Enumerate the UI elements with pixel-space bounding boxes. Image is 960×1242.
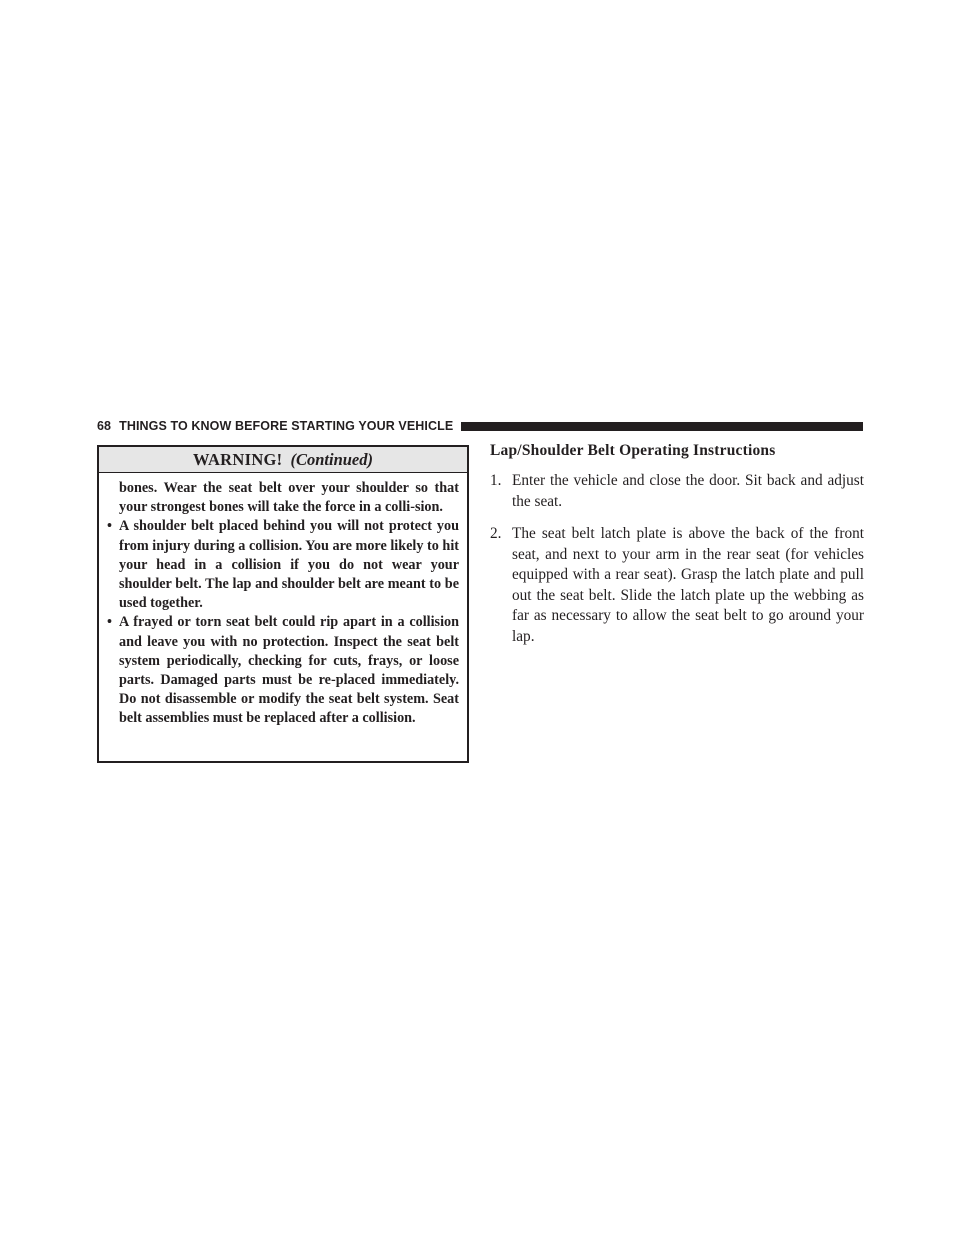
instruction-step [490, 524, 864, 647]
warning-box [97, 445, 469, 763]
warning-label: WARNING! [192, 449, 283, 469]
warning-title [99, 447, 467, 473]
page-header [97, 418, 863, 434]
warning-list-item [107, 613, 459, 728]
warning-body [99, 473, 467, 729]
warning-intro-text: bones. Wear the seat belt over your shoulder so that your strongest bones will take the force in a colli-sion. [119, 480, 459, 516]
warning-list [107, 517, 459, 728]
step-text: The seat belt latch plate is above the back of the front seat, and next to your arm in the rear seat (for vehicles equipped with a rear seat). Grasp the latch plate and pull out the seat belt. Slide the latch plate up the webbing as far as necessary to allow the seat belt to go around your lap. [512, 525, 864, 645]
section-title: THINGS TO KNOW BEFORE STARTING YOUR VEHICLE [119, 419, 454, 433]
instruction-step [490, 471, 864, 512]
instructions-steps [490, 471, 864, 647]
warning-list-item [107, 517, 459, 613]
page-number: 68 [97, 419, 112, 433]
warning-item-text: A frayed or torn seat belt could rip apart in a collision and leave you with no protection. Inspect the seat belt system periodically, checking for cuts, frays, or loose parts. Damaged parts must be re-placed immediately. Do not disassemble or modify the seat belt system. Seat belt assemblies must be replaced after a collision. [119, 614, 459, 727]
header-rule [461, 422, 863, 431]
instructions-section [490, 442, 864, 659]
step-number: 2. [490, 525, 502, 542]
warning-item-text: A shoulder belt placed behind you will not protect you from injury during a collision. You are more likely to hit your head in a collision if you do not wear your shoulder belt. The lap and shoulder belt are meant to be used together. [119, 518, 459, 612]
instructions-heading: Lap/Shoulder Belt Operating Instructions [490, 442, 776, 459]
warning-continued-label: (Continued) [290, 449, 373, 469]
step-number: 1. [490, 472, 502, 489]
bullet-icon: • [107, 614, 112, 631]
step-text: Enter the vehicle and close the door. Sit back and adjust the seat. [512, 472, 864, 510]
bullet-icon: • [107, 518, 112, 535]
